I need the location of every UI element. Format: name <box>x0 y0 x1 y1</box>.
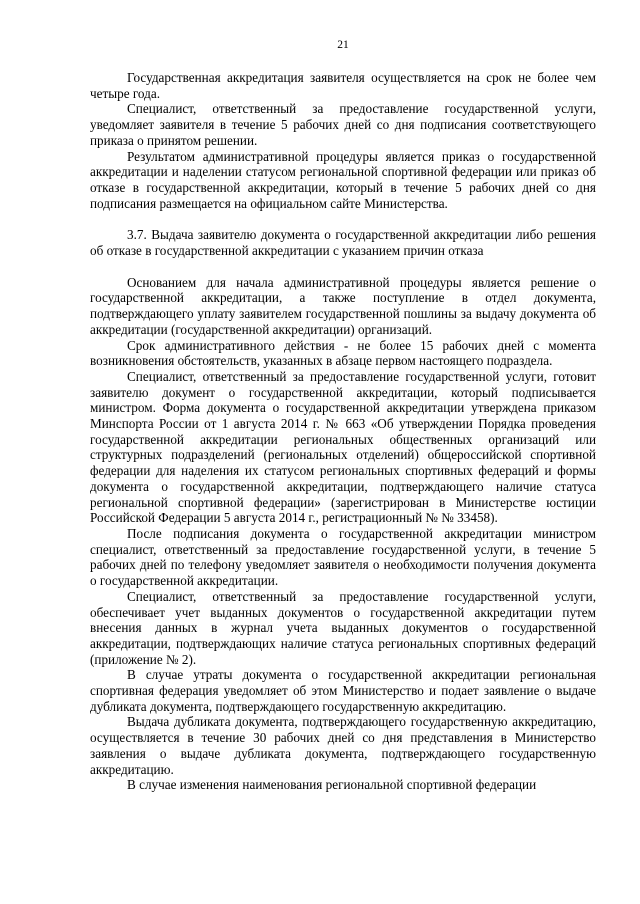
paragraph-name-change: В случае изменения наименования региональной спортивной федерации <box>127 777 537 793</box>
paragraph-document-loss: В случае утраты документа о государственной аккредитации региональная спортивная федерация уведомляет об этом Министерство и подает заявление о выдаче дубликата документа, подтверждающего государственную аккредитацию. <box>90 667 596 714</box>
section-heading: 3.7. Выдача заявителю документа о государственной аккредитации либо решения об отказе в государственной аккредитации с указанием причин отказа <box>90 227 596 259</box>
paragraph-accreditation-term: Государственная аккредитация заявителя осуществляется на срок не более чем четыре года. <box>90 70 596 101</box>
paragraph-procedure-basis: Основанием для начала административной процедуры является решение о государственной аккредитации, а также поступление в отдел документа, подтверждающего уплату заявителем государственной пошлины за выдачу документа об аккредитации (государственной аккредитации) организаций. <box>90 274 596 337</box>
page-number: 21 <box>337 39 349 51</box>
spacer <box>90 259 596 275</box>
paragraph-after-signing: После подписания документа о государственной аккредитации министром специалист, ответственный за предоставление государственной услуги, в течение 5 рабочих дней по телефону уведомляет заявителя о необходимости получения документа о государственной аккредитации. <box>90 525 596 589</box>
document-page <box>90 38 596 793</box>
paragraph-duplicate-issue: Выдача дубликата документа, подтверждающего государственную аккредитацию, осуществляется в течение 30 рабочих дней со дня представления в Министерство заявления о выдаче дубликата документа, подтверждающего государственную аккредитацию. <box>90 714 596 777</box>
spacer <box>90 211 596 227</box>
paragraph-procedure-result: Результатом административной процедуры является приказ о государственной аккредитации и наделении статусом региональной спортивной федерации или приказ об отказе в государственной аккредитации, который в течение 5 рабочих дней со дня подписания размещается на официальном сайте Министерства. <box>90 148 596 211</box>
paragraph-document-registry: Специалист, ответственный за предоставление государственной услуги, обеспечивает учет выданных документов о государственной аккредитации путем внесения данных в журнал учета выданных документов о государственной аккредитации, подтверждающих наличие статуса региональных спортивных федераций (приложение № 2). <box>90 588 596 667</box>
paragraph-document-preparation: Специалист, ответственный за предоставление государственной услуги, готовит заявителю документ о государственной аккредитации, который подписывается министром. Форма документа о государственной аккредитации утверждена приказом Минспорта России от 1 августа 2014 г. № 663 «Об утверждении Порядка проведения государственной аккредитации региональных общественных организаций или структурных подразделений (региональных отделений) общероссийской спортивной федерации для наделения их статусом региональных спортивных федераций и формы документа о государственной аккредитации, подтверждающего наличие статуса региональной спортивной федерации» (зарегистрирован в Министерстве юстиции Российской Федерации 5 августа 2014 г., регистрационный № № 33458). <box>90 368 596 526</box>
paragraph-action-term: Срок административного действия - не более 15 рабочих дней с момента возникновения обстоятельств, указанных в абзаце первом настоящего подраздела. <box>90 337 596 369</box>
paragraph-notification: Специалист, ответственный за предоставление государственной услуги, уведомляет заявителя в течение 5 рабочих дней со дня подписания соответствующего приказа о принятом решении. <box>90 101 596 148</box>
